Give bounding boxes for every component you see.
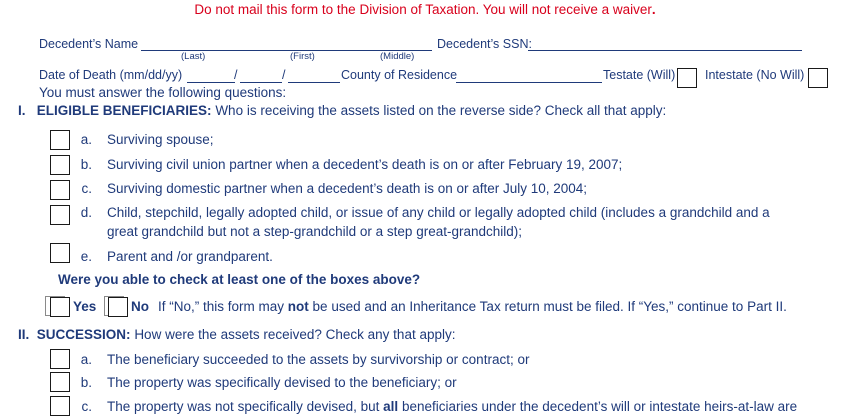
option-letter: c. xyxy=(81,181,92,196)
child-checkbox[interactable] xyxy=(50,205,70,225)
testate-checkbox[interactable] xyxy=(677,68,697,88)
part-1-question: Who is receiving the assets listed on the reverse side? Check all that apply: xyxy=(215,103,667,118)
warning-period: . xyxy=(651,2,656,17)
first-name-caption: (First) xyxy=(290,51,315,62)
county-field[interactable] xyxy=(456,82,602,83)
survivorship-checkbox[interactable] xyxy=(50,349,70,369)
date-of-death-label: Date of Death (mm/dd/yy) xyxy=(39,68,183,82)
option-letter: e. xyxy=(80,249,92,264)
intestate-label: Intestate (No Will) xyxy=(705,68,805,82)
part-2-question: How were the assets received? Check any that apply: xyxy=(134,327,456,342)
option-text: Surviving spouse; xyxy=(107,132,214,147)
part-2-heading xyxy=(18,327,455,342)
no-checkbox[interactable] xyxy=(108,297,128,317)
option-text: The beneficiary succeeded to the assets by survivorship or contract; or xyxy=(107,352,530,367)
last-name-caption: (Last) xyxy=(181,51,206,62)
date-separator: / xyxy=(282,68,286,82)
part-1-numeral: I. xyxy=(18,103,26,118)
date-month-field[interactable] xyxy=(187,82,235,83)
no-label: No xyxy=(131,299,149,314)
option-letter: a. xyxy=(80,132,92,147)
ssn-label: Decedent’s SSN: xyxy=(437,37,532,51)
instructions: You must answer the following questions: xyxy=(39,85,287,100)
county-label: County of Residence xyxy=(341,68,458,82)
option-letter: d. xyxy=(80,205,92,220)
warning-text: Do not mail this form to the Division of Taxation. You will not receive a waiver xyxy=(194,2,652,17)
note-text: be used and an Inheritance Tax return must be filed. If “Yes,” continue to Part II. xyxy=(312,299,787,314)
date-day-field[interactable] xyxy=(240,82,282,83)
specifically-devised-checkbox[interactable] xyxy=(50,372,70,392)
civil-union-checkbox[interactable] xyxy=(50,155,70,175)
testate-label: Testate (Will) xyxy=(603,68,676,82)
option-text: Child, stepchild, legally adopted child, or issue of any child or legally adopted child (includes a grandchild and a xyxy=(107,205,770,220)
note-emphasis: not xyxy=(287,299,309,314)
domestic-partner-checkbox[interactable] xyxy=(50,180,70,200)
option-letter: b. xyxy=(80,157,92,172)
check-question: Were you able to check at least one of the boxes above? xyxy=(58,272,421,287)
yes-no-note xyxy=(158,299,787,314)
parent-checkbox[interactable] xyxy=(50,243,70,263)
not-devised-checkbox[interactable] xyxy=(50,396,70,416)
option-letter: b. xyxy=(80,375,92,390)
middle-name-caption: (Middle) xyxy=(380,51,415,62)
part-1-title: ELIGIBLE BENEFICIARIES: xyxy=(36,103,212,118)
ssn-field[interactable] xyxy=(528,50,802,51)
option-text xyxy=(107,399,797,414)
part-1-heading xyxy=(18,103,666,118)
option-text-part: beneficiaries under the decedent’s will or intestate heirs-at-law are xyxy=(401,399,798,414)
yes-checkbox[interactable] xyxy=(50,297,70,317)
decedent-name-label: Decedent’s Name xyxy=(39,37,139,51)
intestate-checkbox[interactable] xyxy=(808,68,828,88)
option-text-emphasis: all xyxy=(383,399,399,414)
spouse-checkbox[interactable] xyxy=(50,130,70,150)
option-text: Surviving civil union partner when a decedent’s death is on or after February 19, 2007; xyxy=(107,157,623,172)
option-letter: a. xyxy=(80,352,92,367)
option-text-part: The property was not specifically devised, but xyxy=(107,399,380,414)
date-separator: / xyxy=(234,68,238,82)
part-2-numeral: II. xyxy=(18,327,30,342)
note-text: If “No,” this form may xyxy=(158,299,285,314)
part-2-title: SUCCESSION: xyxy=(36,327,131,342)
option-text: Surviving domestic partner when a decedent’s death is on or after July 10, 2004; xyxy=(107,181,588,196)
option-text: The property was specifically devised to the beneficiary; or xyxy=(107,375,457,390)
warning-notice xyxy=(0,2,850,17)
option-text: Parent and /or grandparent. xyxy=(107,249,273,264)
option-letter: c. xyxy=(81,399,92,414)
date-year-field[interactable] xyxy=(288,82,340,83)
option-text-continued: great grandchild but not a step-grandchild or a step great-grandchild); xyxy=(107,224,522,239)
yes-label: Yes xyxy=(73,299,97,314)
